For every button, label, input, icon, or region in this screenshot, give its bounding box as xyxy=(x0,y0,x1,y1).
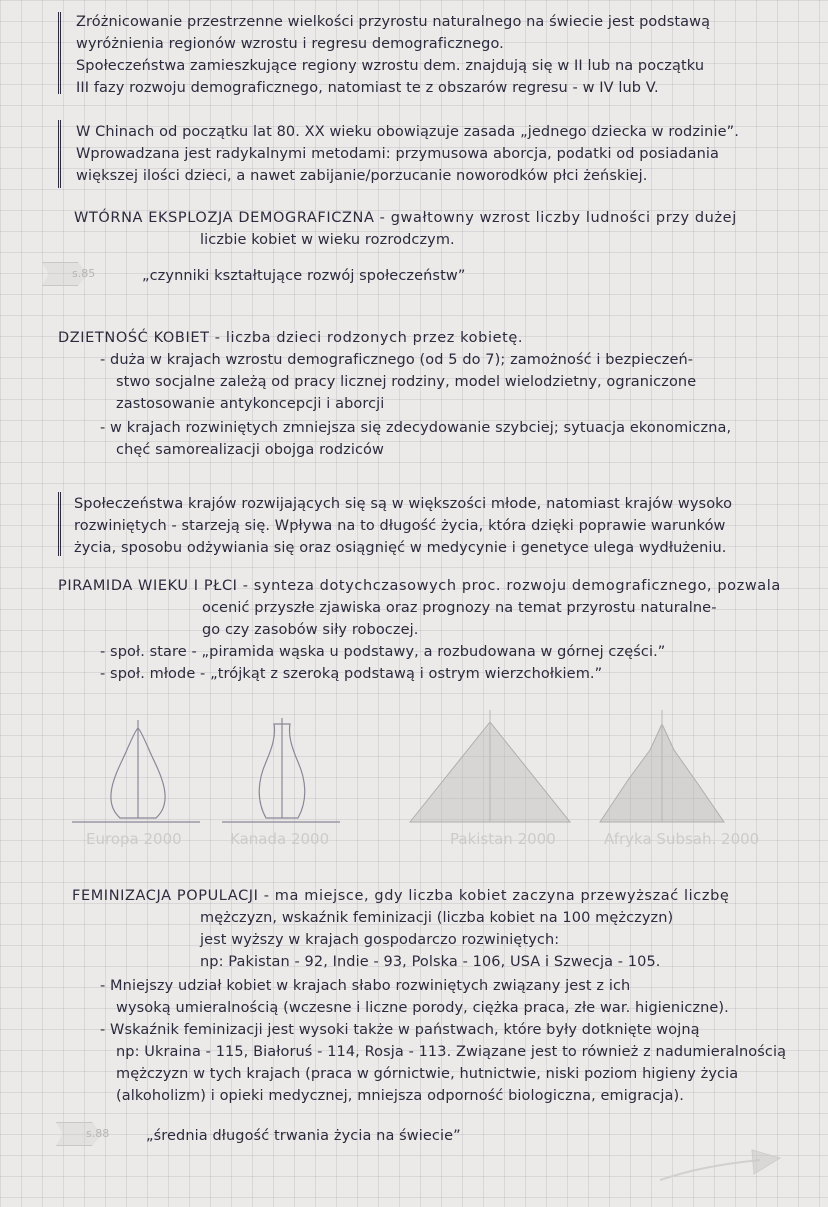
pakistan-pyramid-icon xyxy=(410,710,570,822)
term-definition: FEMINIZACJA POPULACJI - ma miejsce, gdy liczba kobiet zaczyna przewyższać liczbę xyxy=(72,888,730,904)
text-line: mężczyzn, wskaźnik feminizacji (liczba kobiet na 100 mężczyzn) xyxy=(200,910,674,926)
bullet-line: - duża w krajach wzrostu demograficznego (od 5 do 7); zamożność i bezpieczeń- xyxy=(100,352,694,368)
topic-reference: „czynniki kształtujące rozwój społeczeństw” xyxy=(142,268,466,284)
margin-bracket xyxy=(58,12,61,94)
text-line: (alkoholizm) i opieki medycznej, mniejsza odporność biologiczna, emigracja). xyxy=(116,1088,684,1104)
faded-corner-mark xyxy=(660,1140,790,1190)
pyramid-caption: Kanada 2000 xyxy=(230,830,330,848)
margin-bracket xyxy=(58,492,61,556)
text-line: ocenić przyszłe zjawiska oraz prognozy na temat przyrostu naturalne- xyxy=(202,600,717,616)
canada-pyramid-icon xyxy=(222,718,340,822)
text-line: jest wyższy w krajach gospodarczo rozwiniętych: xyxy=(200,932,560,948)
text-line: rozwiniętych - starzeją się. Wpływa na to długość życia, która dzięki poprawie warunków xyxy=(74,518,726,534)
text-line: życia, sposobu odżywiania się oraz osiągnięć w medycynie i genetyce ulega wydłużeniu. xyxy=(74,540,727,556)
europe-pyramid-icon xyxy=(72,720,200,822)
page-reference-number: s.85 xyxy=(72,267,96,280)
text-line: III fazy rozwoju demograficznego, natomiast te z obszarów regresu - w IV lub V. xyxy=(76,80,659,96)
bullet-line: - Wskaźnik feminizacji jest wysoki także w państwach, które były dotknięte wojną xyxy=(100,1022,700,1038)
text-line: Społeczeństwa krajów rozwijających się są w większości młode, natomiast krajów wysoko xyxy=(74,496,733,512)
pyramid-caption: Pakistan 2000 xyxy=(450,830,556,848)
text-line: Zróżnicowanie przestrzenne wielkości przyrostu naturalnego na świecie jest podstawą xyxy=(76,14,711,30)
text-line: wysoką umieralnością (wczesne i liczne porody, ciężka praca, złe war. higieniczne). xyxy=(116,1000,729,1016)
page-reference-number: s.88 xyxy=(86,1127,110,1140)
bullet-line: - społ. młode - „trójkąt z szeroką podstawą i ostrym wierzchołkiem.” xyxy=(100,666,603,682)
text-line: wyróżnienia regionów wzrostu i regresu demograficznego. xyxy=(76,36,504,52)
africa-pyramid-icon xyxy=(600,710,724,822)
text-line: Społeczeństwa zamieszkujące regiony wzrostu dem. znajdują się w II lub na początku xyxy=(76,58,705,74)
text-line: liczbie kobiet w wieku rozrodczym. xyxy=(200,232,455,248)
text-line: np: Ukraina - 115, Białoruś - 114, Rosja - 113. Związane jest to również z nadumieralnością xyxy=(116,1044,787,1060)
pyramid-caption: Europa 2000 xyxy=(86,830,182,848)
text-line: Wprowadzana jest radykalnymi metodami: przymusowa aborcja, podatki od posiadania xyxy=(76,146,720,162)
bullet-line: - Mniejszy udział kobiet w krajach słabo rozwiniętych związany jest z ich xyxy=(100,978,631,994)
bullet-line: - społ. stare - „piramida wąska u podstawy, a rozbudowana w górnej części.” xyxy=(100,644,666,660)
text-line: chęć samorealizacji obojga rodziców xyxy=(116,442,384,458)
term-definition: DZIETNOŚĆ KOBIET - liczba dzieci rodzonych przez kobietę. xyxy=(58,330,524,346)
topic-reference: „średnia długość trwania życia na świecie” xyxy=(146,1128,461,1144)
text-line: stwo socjalne zależą od pracy licznej rodziny, model wielodzietny, ograniczone xyxy=(116,374,697,390)
term-definition: PIRAMIDA WIEKU I PŁCI - synteza dotychczasowych proc. rozwoju demograficznego, pozwala xyxy=(58,578,781,594)
term-definition: WTÓRNA EKSPLOZJA DEMOGRAFICZNA - gwałtowny wzrost liczby ludności przy dużej xyxy=(74,210,737,226)
text-line: większej ilości dzieci, a nawet zabijanie/porzucanie noworodków płci żeńskiej. xyxy=(76,168,648,184)
text-line: W Chinach od początku lat 80. XX wieku obowiązuje zasada „jednego dziecka w rodzinie”. xyxy=(76,124,739,140)
text-line: zastosowanie antykoncepcji i aborcji xyxy=(116,396,385,412)
text-line: go czy zasobów siły roboczej. xyxy=(202,622,419,638)
margin-bracket xyxy=(58,120,61,188)
text-line: mężczyzn w tych krajach (praca w górnictwie, hutnictwie, niski poziom higieny życia xyxy=(116,1066,739,1082)
bullet-line: - w krajach rozwiniętych zmniejsza się zdecydowanie szybciej; sytuacja ekonomiczna, xyxy=(100,420,732,436)
pyramid-caption: Afryka Subsah. 2000 xyxy=(604,830,760,848)
text-line: np: Pakistan - 92, Indie - 93, Polska - 106, USA i Szwecja - 105. xyxy=(200,954,661,970)
